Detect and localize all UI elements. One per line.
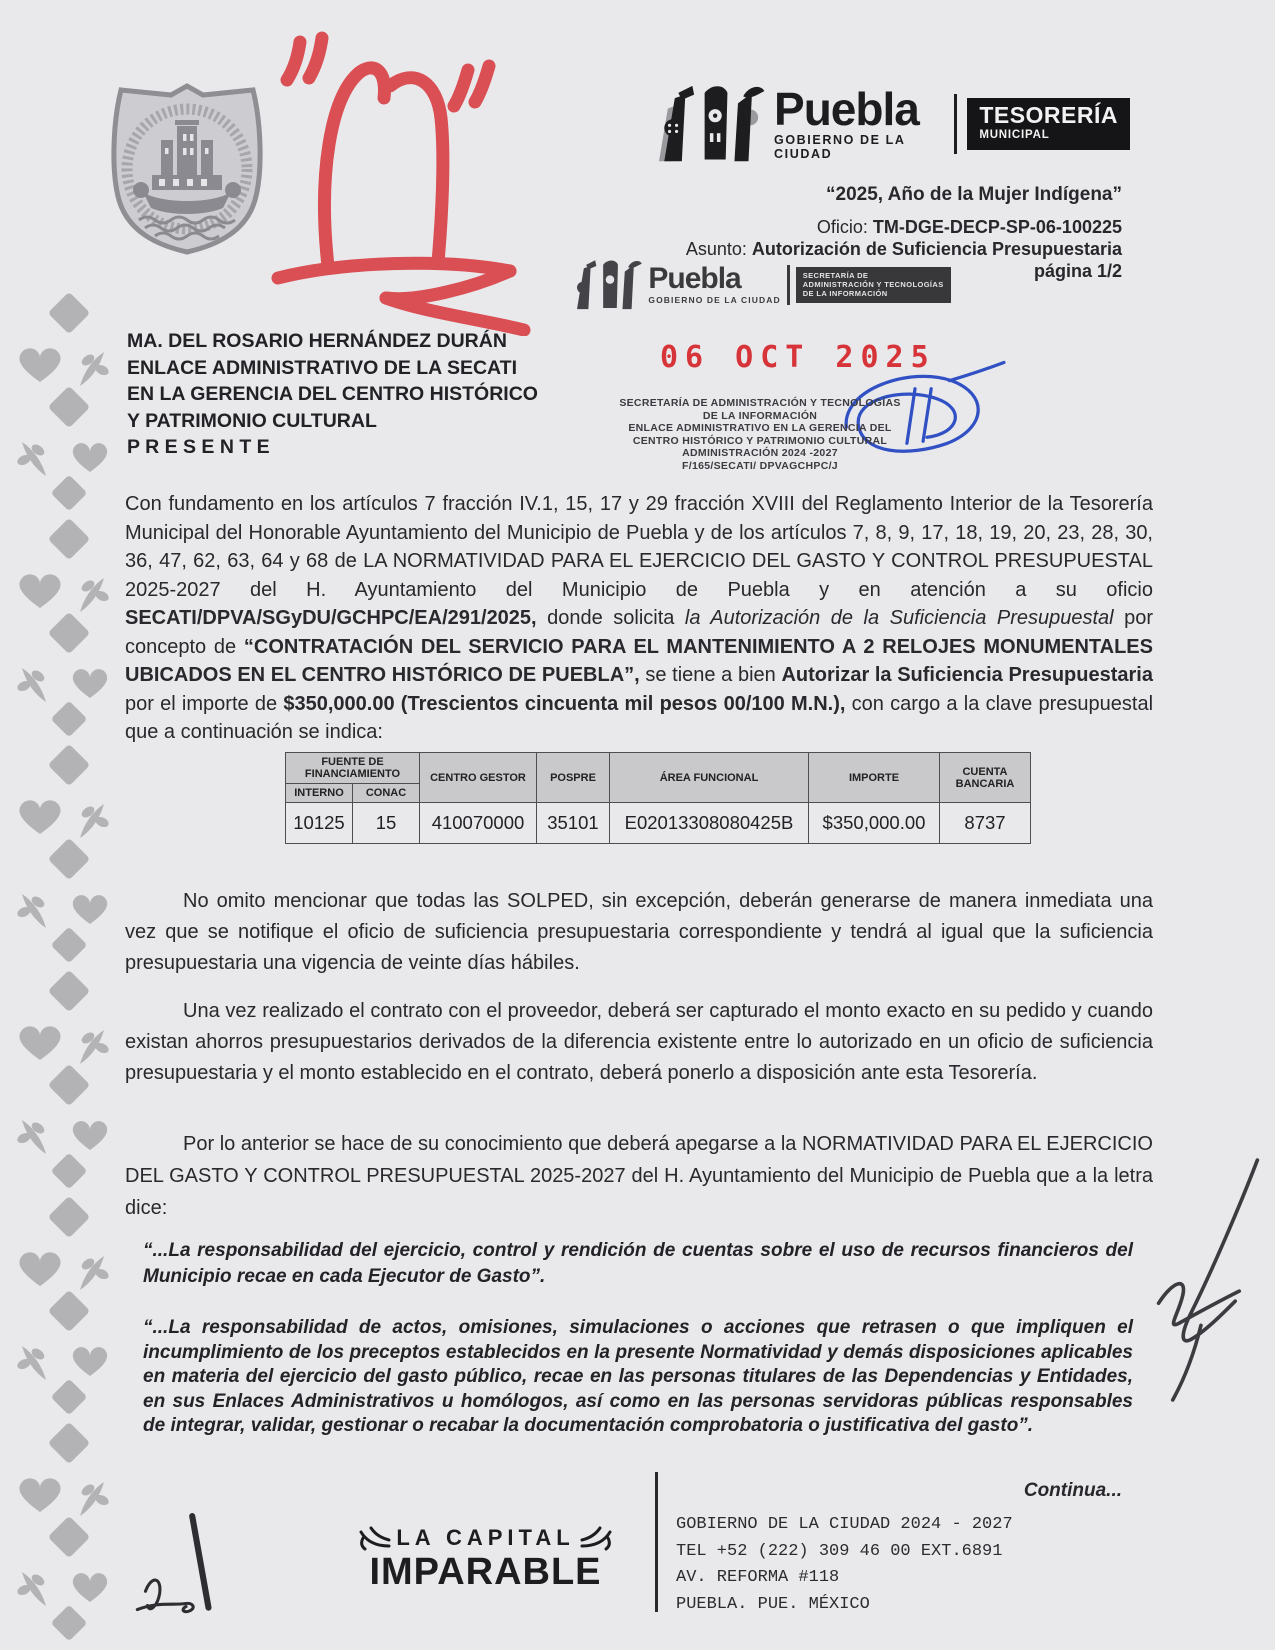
footer-line-gobierno: GOBIERNO DE LA CIUDAD 2024 - 2027 [676,1515,1013,1534]
asunto-line [686,238,1122,260]
stamp-text-block [545,397,975,472]
body-paragraph-1: Con fundamento en los artículos 7 fracción IV.1, 15, 17 y 29 fracción XVIII del Reglamento Interior de la Tesorería Municipal del Honorable Ayuntamiento del Municipio de Puebla y de los artículos 7, 8, 9, 17, 18, 19, 20, 23, 28, 30, 36, 47, 62, 63, 64 y 68 de LA NORMATIVIDAD PARA EL EJERCICIO DEL GASTO Y CONTROL PRESUPUESTAL 2025-2027 del H. Ayuntamiento del Municipio de Puebla y en atención a su oficio SECATI/DPVA/SGyDU/GCHPC/EA/291/2025, donde solicita la Autorización de la Suficiencia Presupuestal por concepto de “CONTRATACIÓN DEL SERVICIO PARA EL MANTENIMIENTO A 2 RELOJES MONUMENTALES UBICADOS EN EL CENTRO HISTÓRICO DE PUEBLA”, se tiene a bien Autorizar la Suficiencia Presupuestaria por el importe de $350,000.00 (Trescientos cincuenta mil pesos 00/100 M.N.), con cargo a la clave presupuestal que a continuación se indica: [125,493,1154,743]
cell-cuenta-bancaria: 8737 [940,803,1031,844]
footer-divider [655,1472,658,1612]
asunto-label: Asunto: [685,239,752,259]
black-pen-checkmark [1138,1152,1275,1404]
margin-ornament-pattern [12,292,112,1647]
normative-quote-2: “...La responsabilidad de actos, omisiones, simulaciones o acciones que retrasen o que impliquen el incumplimiento de los preceptos establecidos en la presente Normatividad y demás disposiciones aplicables en materia del ejercicio del gasto público, recae en las personas titulares de las Dependencias y Entidades, en sus Enlaces Administrativos u homólogos, así como en las personas servidoras públicas responsables de integrar, validar, gestionar o recabar la documentación comprobatoria o justificativa del gasto”. [143,1317,1133,1436]
tesoreria-label: TESORERÍA [979,102,1118,129]
cell-interno: 10125 [286,803,353,844]
left-wing-icon [357,1524,391,1552]
oficio-number: TM-DGE-DECP-SP-06-100225 [872,217,1122,237]
puebla-logo-icon [652,76,766,172]
stamp-line: SECRETARÍA DE ADMINISTRACIÓN Y TECNOLOGÍAS [619,397,901,409]
stamp-line: F/165/SECATI/ DPVAGCHPC/J [682,459,838,472]
table-header-row [286,753,1031,784]
la-capital-imparable-logo [338,1524,633,1591]
header-brand [652,70,1130,178]
cell-pospre: 35101 [537,803,610,844]
date-stamp: 06 OCT 2025 [660,340,936,375]
cell-centro-gestor: 410070000 [420,803,537,844]
stamp-secretaria-box [796,267,951,304]
cell-area-funcional: E02013308080425B [610,803,809,844]
cell-importe: $350,000.00 [809,803,940,844]
table-data-row [286,803,1031,844]
stamp-gobierno-subtitle: GOBIERNO DE LA CIUDAD [648,295,781,305]
oficio-line [686,216,1122,238]
header-fuente-financiamiento: FUENTE DE FINANCIAMIENTO [286,753,420,784]
body-paragraph-2: No omito mencionar que todas las SOLPED, sin excepción, deberán generarse de manera inmediata una vez que se notifique el oficio de suficiencia presupuestaria correspondiente y tendrá al igual que la suficiencia presupuestaria una vigencia de veinte días hábiles. [125,890,1153,974]
body-paragraph-4: Por lo anterior se hace de su conocimiento que deberá apegarse a la NORMATIVIDAD PARA EL EJERCICIO DEL GASTO Y CONTROL PRESUPUESTAL 2025-2027 del H. Ayuntamiento del Municipio de Puebla que a la letra dice: [125,1133,1153,1219]
cell-conac: 15 [353,803,420,844]
stamp-box-line: DE LA INFORMACIÓN [802,289,888,299]
header-interno: INTERNO [286,784,353,803]
brand-divider [954,94,957,154]
stamp-box-line: SECRETARÍA DE [802,271,869,281]
normative-quote-1: “...La responsabilidad del ejercicio, control y rendición de cuentas sobre el uso de recursos financieros del Municipio recae en cada Ejecutor de Gasto”. [143,1240,1133,1287]
year-legend: “2025, Año de la Mujer Indígena” [826,184,1122,205]
imparable-text: IMPARABLE [369,1551,602,1593]
stamp-logo-lockup [545,258,975,312]
header-pospre: POSPRE [537,753,610,803]
red-crayon-annotation-A [270,24,535,336]
stamp-line: DE LA INFORMACIÓN [702,409,818,422]
stamp-line: ADMINISTRACIÓN 2024 -2027 [682,447,838,459]
stamp-line: CENTRO HISTÓRICO Y PATRIMONIO CULTURAL [632,434,888,447]
oficio-label: Oficio: [816,217,873,237]
presente-line: P R E S E N T E [127,436,270,458]
footer-line-tel: TEL +52 (222) 309 46 00 EXT.6891 [676,1541,1003,1561]
header-conac: CONAC [353,784,420,803]
puebla-coat-of-arms-seal [105,80,270,255]
la-capital-row [338,1524,633,1552]
recipient-title-line: ENLACE ADMINISTRATIVO DE LA SECATI [127,356,517,379]
recipient-block [127,328,538,461]
recipient-title-line: Y PATRIMONIO CULTURAL [127,409,377,432]
page-indicator: página 1/2 [1033,261,1122,281]
recipient-name: MA. DEL ROSARIO HERNÁNDEZ DURÁN [127,330,507,352]
puebla-wordmark: Puebla [774,83,919,135]
stamp-box-line: ADMINISTRACIÓN Y TECNOLOGÍAS [802,280,944,290]
municipal-label: MUNICIPAL [979,129,1050,142]
asunto-value: Autorización de Suficiencia Presupuestaria [751,239,1122,259]
recipient-title-line: EN LA GERENCIA DEL CENTRO HISTÓRICO [127,383,538,405]
brand-text [774,83,942,161]
stamp-brand-divider [787,265,790,305]
footer-line-address: AV. REFORMA #118 [676,1568,840,1587]
la-capital-text: LA CAPITAL [396,1525,575,1550]
stamp-puebla-wordmark: Puebla [648,262,741,295]
received-stamp [545,258,975,312]
budget-key-table [285,752,1031,844]
header-area-funcional: ÁREA FUNCIONAL [610,753,809,803]
header-importe: IMPORTE [809,753,940,803]
tesoreria-box [967,98,1130,150]
header-centro-gestor: CENTRO GESTOR [420,753,537,803]
right-wing-icon [580,1524,614,1552]
header-cuenta-bancaria: CUENTA BANCARIA [940,753,1031,803]
bottom-left-pen-scribble [133,1512,225,1634]
stamp-brand-text [648,262,781,305]
stamp-puebla-logo-icon [569,258,643,312]
footer-line-city: PUEBLA. PUE. MÉXICO [676,1594,870,1614]
stamp-line: ENLACE ADMINISTRATIVO EN LA GERENCIA DEL [628,422,892,434]
continua-note: Continua... [1023,1480,1122,1501]
footer-address-block [676,1512,1013,1618]
body-paragraph-3: Una vez realizado el contrato con el proveedor, deberá ser capturado el monto exacto en su pedido y cuando existan ahorros presupuestarios derivados de la diferencia existente entre lo autorizado en un oficio de suficiencia presupuestaria y el monto establecido en el contrato, deberá ponerlo a disposición ante esta Tesorería. [125,1000,1153,1084]
gobierno-subtitle: GOBIERNO DE LA CIUDAD [774,133,906,161]
